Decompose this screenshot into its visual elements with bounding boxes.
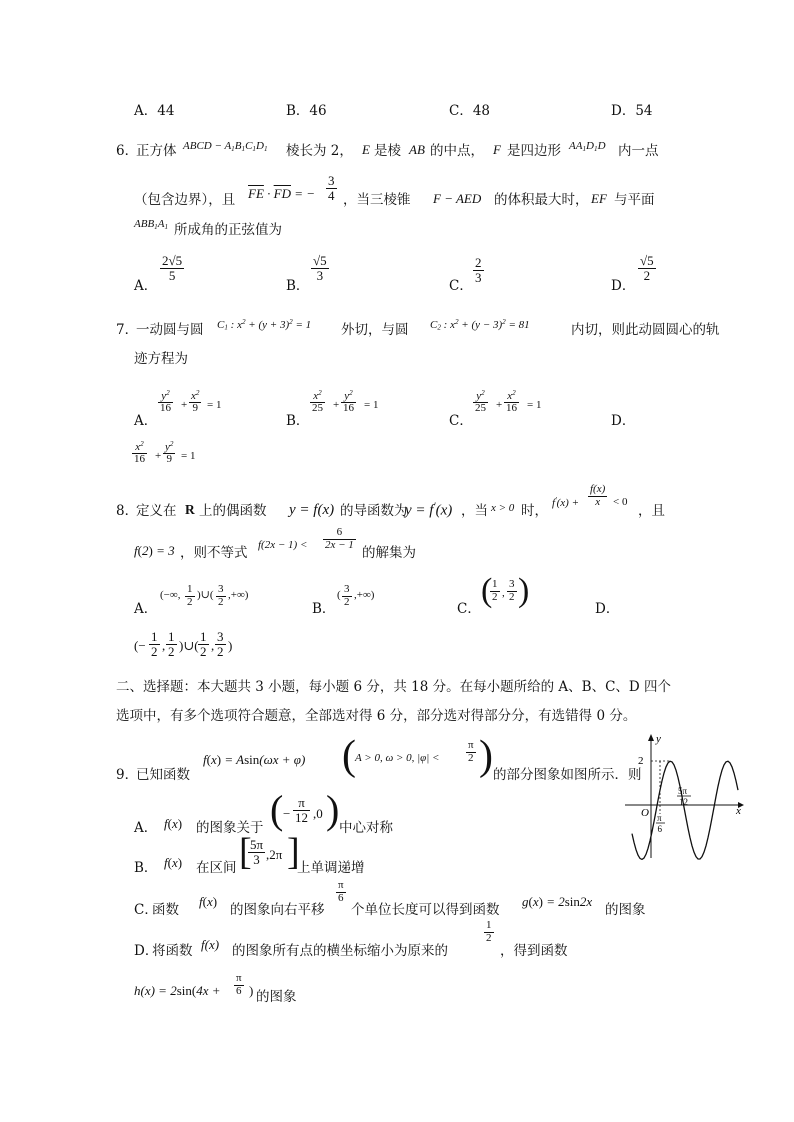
q8-math-ineq: f(2x − 1) < xyxy=(258,539,308,551)
q8-number: 8． xyxy=(116,503,139,519)
q9-a-minus: − xyxy=(283,806,291,821)
q9-b-text: 上单调递增 xyxy=(297,860,365,876)
q9-option-a-label: A． xyxy=(134,820,158,836)
q7-b-frac2: $\frac{y^2}{16}$ xyxy=(343,389,354,415)
q8-d-part2: , xyxy=(162,638,166,653)
q7-option-c-label: C． xyxy=(449,413,473,429)
q7-math-c1: $C_1$ : $x^2 + (y + 3)^2 = 1$ xyxy=(217,318,312,332)
q7-b-plus: + xyxy=(333,399,340,411)
q7-a-eq: = 1 xyxy=(207,399,222,411)
q9-b-rbracket: ] xyxy=(287,831,300,873)
q6-option-c-frac: $\frac{2}{3}$ xyxy=(475,255,482,285)
q8-math-fprime: y = f′(x) xyxy=(405,501,453,519)
q7-c-frac1: $\frac{y^2}{25}$ xyxy=(475,389,486,415)
q9-option-b-label: B． xyxy=(134,860,158,876)
q6-text: 正方体 xyxy=(136,143,177,159)
q8-text: 时， xyxy=(521,503,548,519)
q7-c-frac2: $\frac{x^2}{16}$ xyxy=(506,389,517,415)
q6-math-f: F xyxy=(493,142,501,157)
q6-option-b-frac: $\frac{√5}{3}$ xyxy=(313,253,327,283)
q6-math-e: E xyxy=(362,142,370,157)
q5-option-b: B．46 xyxy=(286,103,327,119)
q8-c-lparen: ( xyxy=(481,572,493,609)
q9-c-frac: $\frac{\pi}{6}$ xyxy=(338,879,344,904)
q6-frac-3-4: $\frac{3}{4}$ xyxy=(328,173,335,203)
q9-c-text: 的图象向右平移 xyxy=(230,902,325,918)
q8-d-frac4: $\frac{3}{2}$ xyxy=(217,629,224,659)
q7-number: 7． xyxy=(116,322,139,338)
q6-text: 所成角的正弦值为 xyxy=(174,222,282,238)
q9-b-lbracket: [ xyxy=(239,831,252,873)
graph-tick-5pi-12-den: 12 xyxy=(679,797,688,807)
q8-math-f: y = f(x) xyxy=(289,502,335,518)
q8-c-frac1: $\frac{1}{2}$ xyxy=(492,578,498,603)
q9-c-text: 个单位长度可以得到函数 xyxy=(351,902,500,918)
section-2-heading-line2: 选项中，有多个选项符合题意，全部选对得 6 分，部分选对得部分分，有选错得 0 分。 xyxy=(116,708,637,724)
q8-d-part1: (− xyxy=(134,638,146,653)
q9-text: 已知函数 xyxy=(136,767,190,783)
q6-math-ef: EF xyxy=(591,191,607,206)
q6-text: 与平面 xyxy=(614,192,655,208)
q7-a-frac2: $\frac{x^2}{9}$ xyxy=(191,389,200,415)
q9-d-hx-frac: $\frac{\pi}{6}$ xyxy=(236,972,242,997)
q9-a-fx: f(x) xyxy=(164,816,183,831)
q8-a-part2: )∪( xyxy=(197,589,214,601)
q8-text: 上的偶函数 xyxy=(199,503,267,519)
q7-b-eq: = 1 xyxy=(364,399,379,411)
q9-a-text: 中心对称 xyxy=(339,820,393,836)
q7-c-eq: = 1 xyxy=(527,399,542,411)
q8-math-cond: f′(x) + xyxy=(552,496,580,509)
q8-c-frac2: $\frac{3}{2}$ xyxy=(509,578,515,603)
q8-ineq-frac: $\frac{6}{2x - 1}$ xyxy=(325,526,354,551)
q8-a-part1: (−∞, xyxy=(160,589,181,601)
q8-d-frac2: $\frac{1}{2}$ xyxy=(168,629,175,659)
q6-text: （包含边界），且 xyxy=(134,192,236,208)
q5-option-d: D．54 xyxy=(611,103,653,119)
q8-option-c-label: C． xyxy=(457,601,481,617)
q6-math-ab: AB xyxy=(409,142,425,157)
q8-d-part4: , xyxy=(211,638,215,653)
graph-y-label: y xyxy=(656,733,661,745)
q7-option-b-label: B． xyxy=(286,413,310,429)
q8-c-rparen: ) xyxy=(518,572,530,609)
q7-a-frac1: $\frac{y^2}{16}$ xyxy=(160,389,171,415)
q8-text: 定义在 xyxy=(136,503,177,519)
q9-b-frac: $\frac{5\pi}{3}$ xyxy=(250,837,264,867)
q9-d-frac: $\frac{1}{2}$ xyxy=(486,919,492,944)
q8-text: ，当 xyxy=(461,503,488,519)
q9-c-text: 函数 xyxy=(152,902,179,918)
q9-b-2pi: ,2π xyxy=(266,847,283,862)
q6-option-a-label: A． xyxy=(134,278,158,294)
q7-a-plus: + xyxy=(181,399,188,411)
q8-R: R xyxy=(185,502,195,517)
q6-text: 棱长为 2， xyxy=(286,143,353,159)
q8-b-part1: ( xyxy=(337,589,341,601)
graph-y-arrow-icon xyxy=(648,734,654,741)
q9-d-text: 的图象 xyxy=(256,989,297,1005)
q6-text: 的中点， xyxy=(430,143,484,159)
q7-d-plus: + xyxy=(155,450,162,462)
q9-c-gx: g(x) = 2sin2x xyxy=(522,894,593,909)
q9-d-hx: h(x) = 2sin(4x + xyxy=(134,983,221,998)
q8-d-frac3: $\frac{1}{2}$ xyxy=(200,629,207,659)
q9-option-d-label: D． xyxy=(134,943,159,959)
q6-option-a-frac: $\frac{2√5}{5}$ xyxy=(162,253,183,283)
q7-option-d-label: D． xyxy=(611,413,636,429)
q6-option-d-label: D． xyxy=(611,278,636,294)
q8-math-f2: f(2) = 3 xyxy=(134,543,175,558)
q8-c-comma: , xyxy=(502,587,505,599)
q7-math-c2: $C_2$ : $x^2 + (y - 3)^2 = 81$ xyxy=(430,318,530,332)
q9-text: 的部分图象如图所示．则 xyxy=(493,767,642,783)
q5-option-c: C．48 xyxy=(449,103,491,119)
q9-b-text: 在区间 xyxy=(196,860,237,876)
q9-d-text: ，得到函数 xyxy=(500,943,568,959)
q8-d-part5: ) xyxy=(228,638,233,653)
q8-a-frac2: $\frac{3}{2}$ xyxy=(218,583,224,608)
q7-option-a-label: A． xyxy=(134,413,158,429)
q7-c-plus: + xyxy=(496,399,503,411)
q7-text: 内切，则此动圆圆心的轨 xyxy=(571,322,720,338)
q9-option-c-label: C． xyxy=(134,902,158,918)
q9-a-lparen: ( xyxy=(270,787,284,832)
q8-b-part2: ,+∞) xyxy=(354,589,375,601)
q9-number: 9． xyxy=(116,767,139,783)
q6-option-b-label: B． xyxy=(286,278,310,294)
q5-option-a: A．44 xyxy=(134,103,175,119)
q6-math-plane: $ABB_1A_1$ xyxy=(134,218,169,231)
graph-x-label: x xyxy=(736,805,741,817)
q6-text: 的体积最大时， xyxy=(494,192,589,208)
q8-d-frac1: $\frac{1}{2}$ xyxy=(151,629,158,659)
q9-math-func: f(x) = Asin(ωx + φ) xyxy=(203,752,306,767)
q9-c-fx: f(x) xyxy=(199,894,218,909)
q6-text: 是四边形 xyxy=(507,143,561,159)
q9-d-text: 的图象所有点的横坐标缩小为原来的 xyxy=(232,943,448,959)
q8-d-part3: )∪( xyxy=(179,638,199,653)
q6-option-d-frac: $\frac{√5}{2}$ xyxy=(640,253,654,283)
q9-math-cond: A > 0, ω > 0, |φ| < xyxy=(355,752,440,764)
q7-text: 外切，与圆 xyxy=(341,322,409,338)
q8-option-d-label: D． xyxy=(595,601,620,617)
q9-a-frac: $\frac{\pi}{12}$ xyxy=(295,795,308,825)
q9-rparen: ) xyxy=(479,733,493,779)
q8-math-xgt0: x > 0 xyxy=(491,502,515,514)
q7-text: 一动圆与圆 xyxy=(136,322,204,338)
q8-option-a-label: A． xyxy=(134,601,158,617)
q9-a-rparen: ) xyxy=(326,787,340,832)
q8-text: ，则不等式 xyxy=(180,545,248,561)
q9-a-text: 的图象关于 xyxy=(196,820,264,836)
q8-text: ，且 xyxy=(638,503,665,519)
q6-math-face: $AA_1D_1D$ xyxy=(569,140,606,153)
q6-math-pyramid: F − AED xyxy=(433,191,482,206)
q6-text: ，当三棱锥 xyxy=(343,192,411,208)
q9-d-text: 将函数 xyxy=(152,943,193,959)
q8-cond-frac: $\frac{f(x)}{x}$ xyxy=(590,483,606,508)
q7-b-frac1: $\frac{x^2}{25}$ xyxy=(312,389,323,415)
q7-d-frac1: $\frac{x^2}{16}$ xyxy=(134,440,145,466)
section-2-heading-line1: 二、选择题：本大题共 3 小题，每小题 6 分，共 18 分。在每小题所给的 A、B、C、D 四个 xyxy=(116,679,672,695)
q6-text: 内一点 xyxy=(618,143,659,159)
q6-text: 是棱 xyxy=(374,143,401,159)
q7-d-eq: = 1 xyxy=(181,450,196,462)
q9-cond-frac: $\frac{\pi}{2}$ xyxy=(468,739,474,764)
q6-math-cube: ABCD − $A_1B_1C_1D_1$ xyxy=(183,140,268,153)
q8-text: 的解集为 xyxy=(362,545,416,561)
q6-math-dot: $\overline{FE} \cdot \overline{FD}$ = − xyxy=(248,186,316,201)
q8-text: 的导函数为 xyxy=(340,503,408,519)
q8-a-part3: ,+∞) xyxy=(228,589,249,601)
graph-tick-pi-6-den: 6 xyxy=(657,824,662,834)
q7-text: 迹方程为 xyxy=(134,351,188,367)
q9-d-hx-close: ) xyxy=(249,983,254,998)
q9-a-zero: ,0 xyxy=(313,806,323,821)
q8-a-frac1: $\frac{1}{2}$ xyxy=(187,583,193,608)
graph-origin-label: O xyxy=(641,807,649,819)
q9-d-fx: f(x) xyxy=(201,937,220,952)
q8-b-frac: $\frac{3}{2}$ xyxy=(344,583,350,608)
q9-lparen: ( xyxy=(342,733,356,779)
q9-sine-graph xyxy=(620,730,750,860)
q6-option-c-label: C． xyxy=(449,278,473,294)
q8-option-b-label: B． xyxy=(312,601,336,617)
q7-d-frac2: $\frac{y^2}{9}$ xyxy=(165,440,174,466)
graph-tick-5pi-12-num: 5π xyxy=(678,786,688,796)
q9-c-text: 的图象 xyxy=(605,902,646,918)
q8-cond-lt0: < 0 xyxy=(613,496,628,508)
graph-y-tick-2: 2 xyxy=(638,755,644,767)
graph-tick-pi-6-num: π xyxy=(657,813,662,823)
q6-number: 6． xyxy=(116,143,139,159)
q9-b-fx: f(x) xyxy=(164,855,183,870)
